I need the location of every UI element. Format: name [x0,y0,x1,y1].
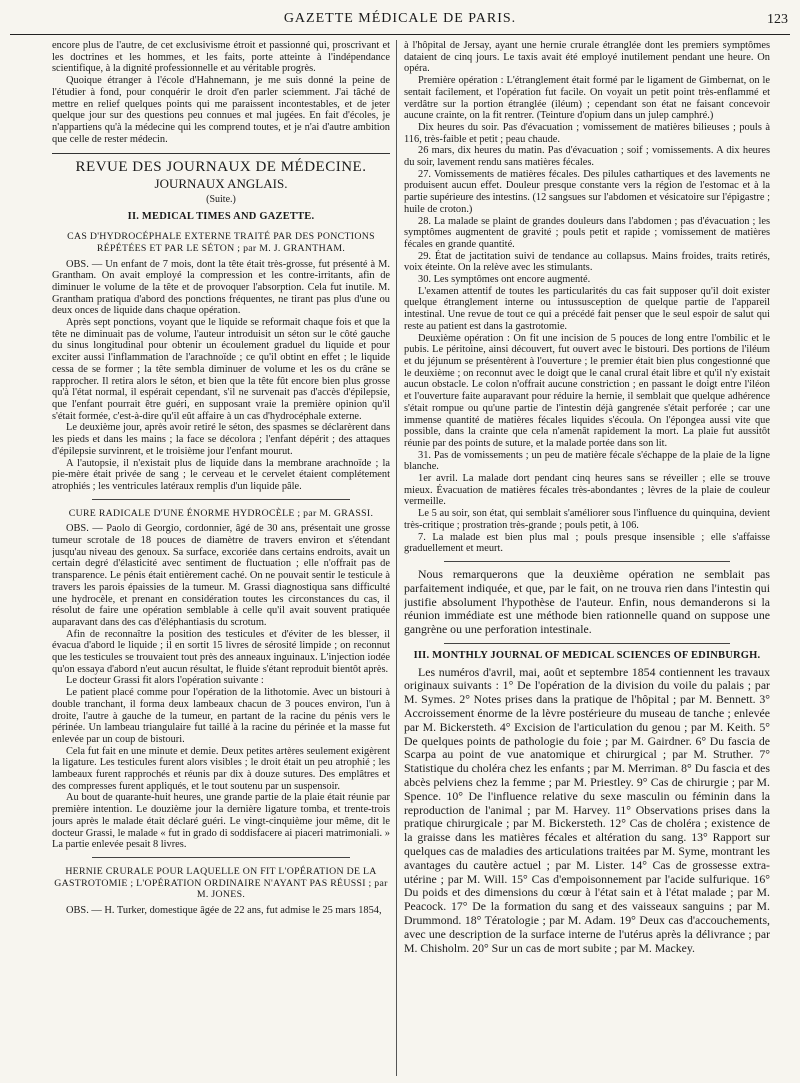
journal-heading: III. MONTHLY JOURNAL OF MEDICAL SCIENCES OF EDINBURGH. [413,649,761,661]
article-paragraph: Dix heures du soir. Pas d'évacuation ; vomissement de matières bilieuses ; pouls à 116, très-faible et petit ; peau chaude. [404,121,770,145]
article-paragraph: OBS. — H. Turker, domestique âgée de 22 ans, fut admise le 25 mars 1854, [66,905,382,917]
article-paragraph: 28. La malade se plaint de grandes douleurs dans l'abdomen ; pas d'évacuation ; les symptômes augmentent de gravité ; pouls petit et rapide ; vomissement de matières fécales en grande quantité. [404,215,770,250]
article-paragraph: 31. Pas de vomissements ; un peu de matière fécale s'échappe de la plaie de la ligne blanche. [404,449,770,473]
page-number: 123 [767,12,788,27]
article-paragraph: 29. État de jactitation suivi de tendance au collapsus. Mains froides, traits retirés, voix éteinte. On la relève avec les stimulants. [404,250,770,274]
article-title: CURE RADICALE D'UNE ÉNORME HYDROCÈLE ; par M. GRASSI. [68,507,374,519]
article-paragraph: 26 mars, dix heures du matin. Pas d'évacuation ; soif ; vomissements. A dix heures du soir, lavement rendu sans matières fécales. [404,145,770,169]
article-paragraph: 7. La malade est bien plus mal ; pouls presque insensible ; elle s'affaisse graduellement et meurt. [404,531,770,555]
intro-paragraph: encore plus de l'autre, de cet exclusivisme étroit et passionné qui, proscrivant et les doctrines et les hommes, et les faits, porte atteinte à l'indépendance scientifique, à la dignité professionnelle et au véritable progrès. [52,40,390,75]
article-paragraph: Au bout de quarante-huit heures, une grande partie de la plaie était réunie par première intention. Le douzième jour la dernière ligature tomba, et trente-trois jours après le malade était déclaré guéri. Le vingt-cinquième jour même, dit le docteur Grassi, le malade « fut in grado di soddisfacere ai piaceri matrimoniali. » La partie enlevée pesait 8 livres. [52,792,390,851]
separator [92,499,350,500]
article-paragraph: Le patient placé comme pour l'opération de la lithotomie. Avec un bistouri à double tranchant, il forma deux lambeaux chacun de 3 pouces environ, l'un à droite, l'autre à gauche de la tumeur, en partant de la racine du pénis vers le périnée. Un lambeau triangulaire fut taillé à la racine du périnée et la masse fut enlevée par un coup de bistouri. [52,687,390,745]
article-paragraph: Le 5 au soir, son état, qui semblait s'améliorer sous l'influence du quinquina, devient très-critique ; prostration très-grande ; pouls petit, à 106. [404,508,770,531]
article-paragraph: A l'autopsie, il n'existait plus de liquide dans la membrane arachnoïde ; la pie-mère était privée de sang ; le cerveau et le cervelet étaient complétement atrophiés ; les ventricules latéraux remplis d'un liquide pâle. [52,457,390,492]
column-rule [396,40,397,1076]
article-paragraph: 1er avril. La malade dort pendant cinq heures sans se réveiller ; elle se trouve mieux. Évacuation de matières fécales très-abondantes ; lèvres de la plaie de couleur vermeille. [404,473,770,508]
left-column [52,40,390,1076]
article-paragraph: 27. Vomissements de matières fécales. Des pilules cathartiques et des lavements ne produisent aucun effet. Douleur presque constante vers la région de l'estomac et à la partie supérieure des intestins. (12 sangsues sur l'abdomen et vésicatoire sur l'épigastre ; huile de croton.) [404,168,770,215]
article-title: CAS D'HYDROCÉPHALE EXTERNE TRAITÉ PAR DES PONCTIONS RÉPÉTÉES ET PAR LE SÉTON ; par M. J. GRANTHAM. [67,231,375,254]
article-paragraph: Afin de reconnaître la position des testicules et d'éviter de les blesser, il évacua d'abord le liquide ; il en sortit 15 livres de sérosité limpide ; on reconnut que les testicules se trouvaient tout près des anneaux inguinaux. L'injection iodée qu'on essaya d'abord n'eut aucun résultat, le fluide s'étant reproduit bientôt après. [52,628,390,675]
intro-paragraph: Quoique étranger à l'école d'Hahnemann, je me suis donné la peine de l'étudier à fond, pour conquérir le droit d'en parler sciemment. J'ai tâché de mettre en relief quelques points qui me paraissent incontestables, et de jeter quelque jour sur des questions peu connues et mal jugées. En fait d'écoles, je n'appartiens qu'à la médecine qui les comprend toutes, et je n'ai d'autre ambition que celle de rester médecin. [52,75,390,145]
journal-heading: II. MEDICAL TIMES AND GAZETTE. [127,211,315,223]
article-paragraph: Le docteur Grassi fit alors l'opération suivante : [66,675,264,687]
right-column [404,40,770,1076]
article-paragraph: Le deuxième jour, après avoir retiré le séton, des spasmes se déclarèrent dans les pieds et dans les mains ; la face se décolora ; l'enfant dépérit ; des attaques d'épilepsie survinrent, et le troisième jour l'enfant mourut. [52,422,390,457]
article-paragraph: Cela fut fait en une minute et demie. Deux petites artères seulement exigèrent la ligature. Les testicules furent alors visibles ; le droit était un peu atrophié ; les lambeaux furent rapprochés et réunis par dix à douze sutures. Des emplâtres et des compresses furent appliqués, et le tout soutenu par un suspensoir. [52,745,390,792]
journal-title: GAZETTE MÉDICALE DE PARIS. [283,11,517,26]
page-header [10,4,790,35]
article-paragraph: OBS. — Paolo di Georgio, cordonnier, âgé de 30 ans, présentait une grosse tumeur scrotale de 18 pouces de diamètre de travers environ et s'étendant jusqu'au niveau des genoux. Sa surface, excoriée dans certains endroits, avait un certain degré d'élasticité avec sentiment de fluctuation ; elle n'offrait pas de transparence. Le pénis était entièrement caché. On ne pouvait sentir le testicule à travers les parois épaissies de la tumeur. M. Grassi diagnostiqua sans difficulté une hydrocèle, et prenant en considération toutes les circonstances du cas, il résolut de faire une opération semblable à celle qu'il avait souvent pratiquée auparavant dans des cas d'éléphantiasis du scrotum. [52,523,390,628]
article-paragraph: Deuxième opération : On fit une incision de 5 pouces de long entre l'ombilic et le pubis. Le péritoine, ainsi découvert, fut ouvert avec le bistouri. Des portions de l'iléum et du jéjunum se présentèrent à l'ouverture ; le premier était bien plus congestionné que le deuxième ; on reconnut avec le doigt que le canal crural était libre et qu'il n'y existait aucun obstacle. Le colon n'offrait aucune constriction ; en passant le doigt entre l'iléon et l'ouverture faite auparavant pour réduire la hernie, il semblait que quelque adhérence s'était rompue ou qu'une partie de l'intestin déjà gangrenée s'était perforée ; car une immense quantité de matières fécales liquides s'écoula. On l'épongea aussi vite que possible, dans la crainte que cela n'amenât rapidement la mort. La plaie fut aussitôt réunie par des points de suture, et la malade portée dans son lit. [404,332,770,449]
section-subtitle: JOURNAUX ANGLAIS. [154,176,288,192]
article-title: HERNIE CRURALE POUR LAQUELLE ON FIT L'OPÉRATION DE LA GASTROTOMIE ; L'OPÉRATION ORDINAIRE N'AYANT PAS RÉUSSI ; par M. JONES. [54,866,388,901]
editor-remark: Nous remarquerons que la deuxième opération ne semblait pas parfaitement indiquée, et que, par le fait, on ne trouva rien dans l'intestin qui justifie absolument l'hypothèse de l'auteur. Enfin, nous demanderons si la réunion immédiate est une méthode bien rationnelle quand on suppose une gangrène ou une perforation intestinale. [404,566,770,637]
article-paragraph: à l'hôpital de Jersay, ayant une hernie crurale étranglée dont les premiers symptômes dataient de cinq jours. Le taxis avait été employé inutilement pendant une heure. On opéra. [404,40,770,75]
article-paragraph: OBS. — Un enfant de 7 mois, dont la tête était très-grosse, fut présenté à M. Grantham. On avait employé la compression et les contre-irritants, afin de diminuer le volume de la tête et de provoquer l'absorption. Cela fut inutile. M. Grantham pratiqua d'abord des ponctions fréquentes, ne tirant pas plus d'une ou deux onces de liquide dans chaque opération. [52,258,390,317]
separator [92,857,350,858]
suite-note: (Suite.) [206,193,236,205]
article-paragraph: Première opération : L'étranglement était formé par le ligament de Gimbernat, on le sentait facilement, et l'opération fut facile. On voyait un petit point très-enflammé et verdâtre sur la portion étranglée (iléum) ; cependant son état ne faisant concevoir aucune crainte, on la fit rentrer. (Teinture d'opium dans un julep camphré.) [404,75,770,122]
section-title: REVUE DES JOURNAUX DE MÉDECINE. [52,153,390,174]
separator [444,561,730,562]
separator [444,643,730,644]
works-list: Les numéros d'avril, mai, août et septembre 1854 contiennent les travaux originaux suivants : 1° De l'opération de la division du voile du palais ; par M. Symes. 2° Notes prises dans la pratique de l'hôpital ; par M. Bennett. 3° Accroissement énorme de la lèvre postérieure du museau de tanche ; enlevée par M. Bickersteth. 4° Excision de l'articulation du genou ; par M. Keith. 5° De quelques points de pathologie du foie ; par M. Gairdner. 6° Du fascia de Scarpa au point de vue anatomique et chirurgical ; par M. Struther. 7° Statistique du choléra chez les enfants ; par M. Merriman. 8° Du fascia et des abcès pelviens chez la femme ; par M. Priestley. 9° Cas de chirurgie ; par M. Spence. 10° De l'influence relative du sexe masculin ou féminin dans la reproduction de l'animal ; par M. Harvey. 11° Observations prises dans la pratique chirurgicale ; par M. Bickersteth. 12° Cas de choléra ; existence de la graisse dans les matières fécales et altération du sang. 13° Rapport sur quelques cas de maladies des articulations traitées par M. Syme, montrant les avantages du cautère actuel ; par M. Lister. 14° Cas de grossesse extra-utérine ; par M. Will. 15° Cas d'empoisonnement par l'acide sulfurique. 16° Du poids et des dimensions du cœur à l'état sain et à l'état malade ; par M. Peacock. 17° De la formation du sang et des vaisseaux sanguins ; par M. Drummond. 18° Tératologie ; par M. Adam. 19° Deux cas d'accouchements, avec une description de la surface interne de l'utérus après la délivrance ; par M. Chisholm. 20° Sur un cas de mort subite ; par M. Mackey. [404,664,770,955]
article-paragraph: L'examen attentif de toutes les particularités du cas fait supposer qu'il doit exister quelque étranglement interne ou intussusception de quelque partie de l'appareil intestinal. Une revue de tout ce qui a précédé fait penser que le seul espoir de salut qui reste au patient est dans la gastrotomie. [404,285,770,332]
article-paragraph: 30. Les symptômes ont encore augmenté. [418,274,591,286]
article-paragraph: Après sept ponctions, voyant que le liquide se reformait chaque fois et que la tête ne diminuait pas de volume, l'auteur introduisit un séton sur le côté gauche du sinus longitudinal pour obtenir un écoulement graduel du liquide et pour exciter aussi l'inflammation de l'arachnoïde ; ce qu'il obtint en effet ; le liquide cessa de se former ; la tête sembla diminuer de volume et les os du crâne se rapprocher. Il retira alors le séton, et bien que la tête fût encore bien plus grosse qu'à l'état normal, il espérait cependant, s'il ne survenait pas d'accès d'épilepsie, que l'enfant pourrait être guéri, en supposant vraie la première opinion qu'il s'était formée, c'est-à-dire qu'il eût affaire à un cas d'hydrocéphale externe. [52,317,390,422]
